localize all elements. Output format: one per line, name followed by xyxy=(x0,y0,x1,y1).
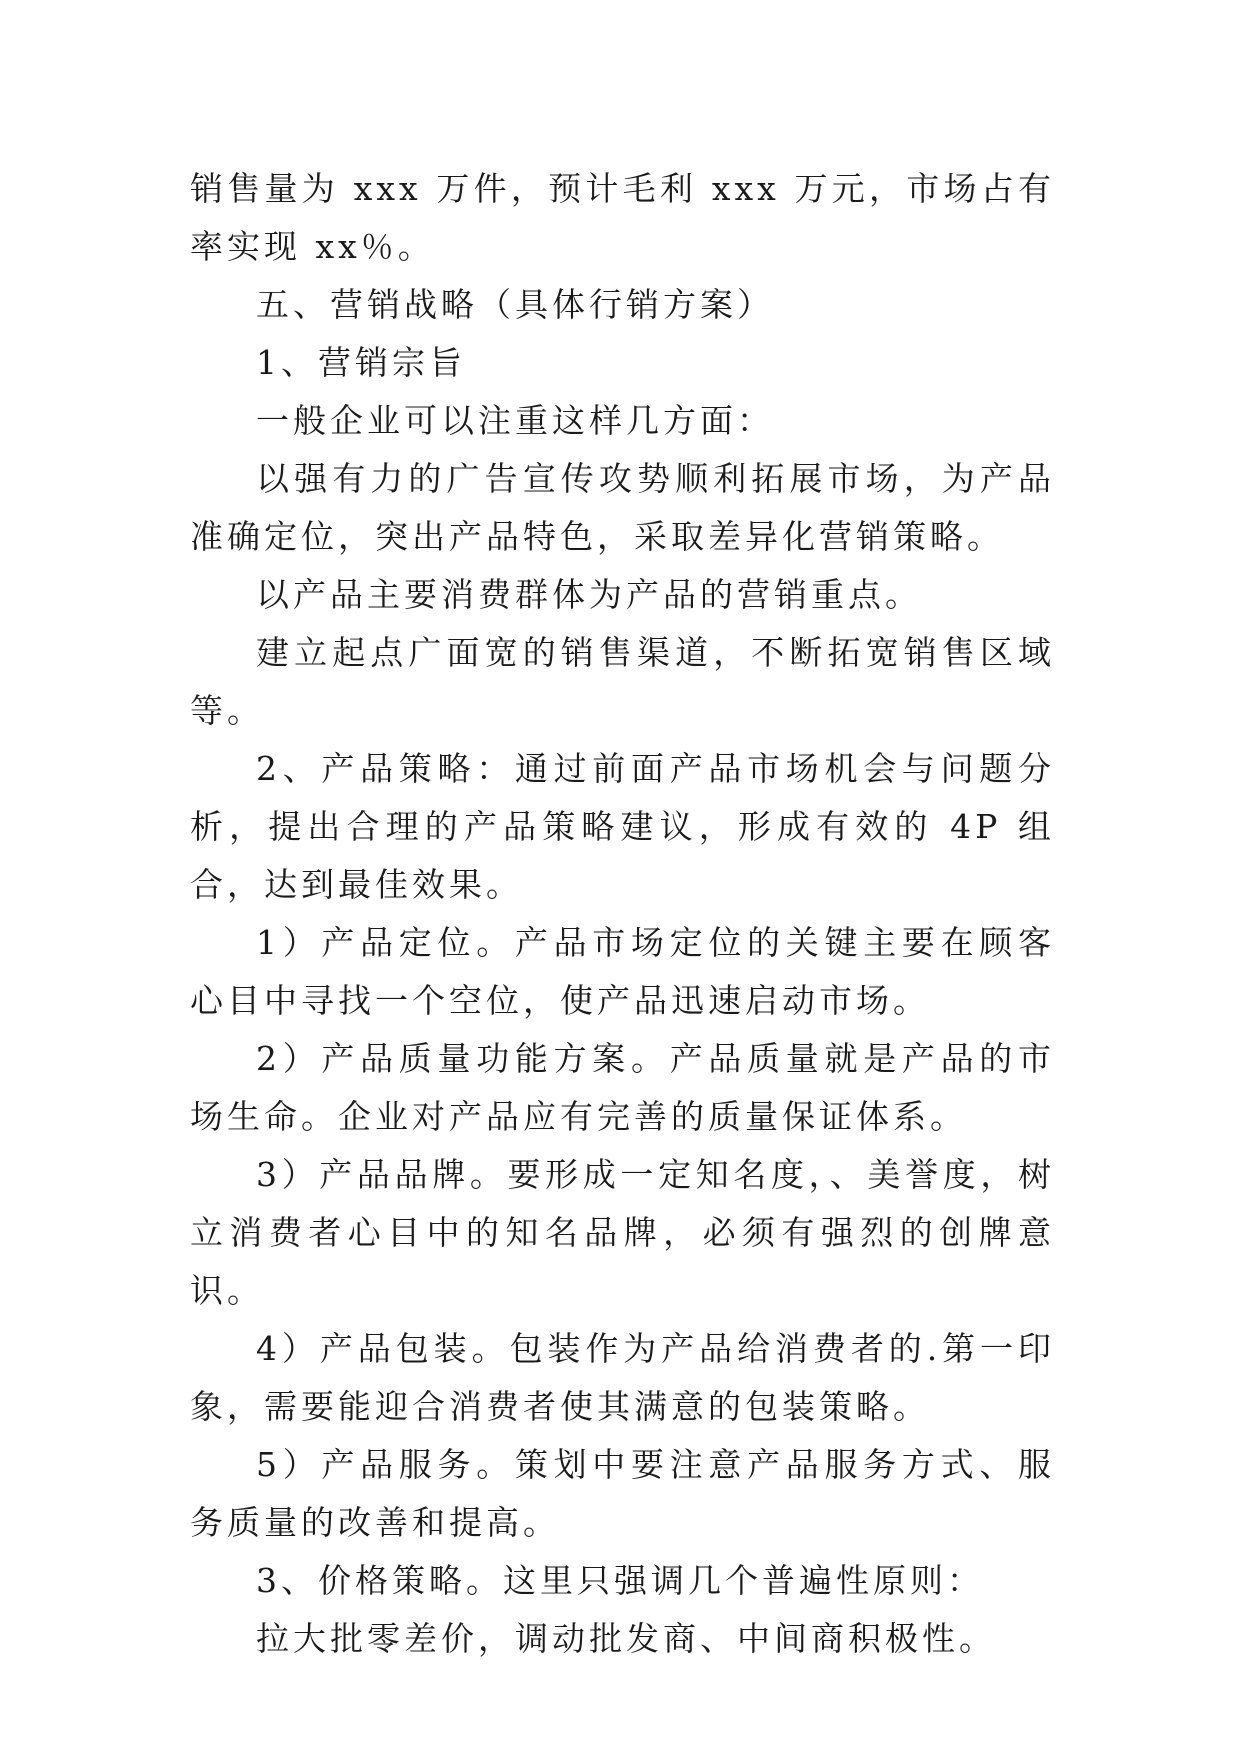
paragraph-target-group: 以产品主要消费群体为产品的营销重点。 xyxy=(256,575,922,614)
heading-marketing-strategy: 五、营销战略（具体行销方案） xyxy=(256,285,774,324)
paragraph-advertising: 以强有力的广告宣传攻势顺利拓展市场，为产品准确定位，突出产品特色，采取差异化营销策略。 xyxy=(190,459,1055,556)
list-item-brand: 3）产品品牌。要形成一定知名度，、美誉度，树立消费者心目中的知名品牌，必须有强烈的创牌意识。 xyxy=(190,1155,1055,1310)
paragraph-sales-forecast: 销售量为 xxx 万件，预计毛利 xxx 万元，市场占有率实现 xx％。 xyxy=(190,169,1055,266)
paragraph-sales-channels: 建立起点广面宽的销售渠道，不断拓宽销售区域等。 xyxy=(190,633,1055,730)
heading-product-strategy: 2、产品策略：通过前面产品市场机会与问题分析，提出合理的产品策略建议，形成有效的 4P 组合，达到最佳效果。 xyxy=(190,749,1055,904)
document-body xyxy=(190,160,1055,1668)
heading-marketing-purpose: 1、营销宗旨 xyxy=(256,343,466,382)
paragraph-price-spread: 拉大批零差价，调动批发商、中间商积极性。 xyxy=(256,1619,996,1658)
paragraph-intro: 一般企业可以注重这样几方面： xyxy=(256,401,774,440)
list-item-quality: 2）产品质量功能方案。产品质量就是产品的市场生命。企业对产品应有完善的质量保证体系。 xyxy=(190,1039,1055,1136)
list-item-positioning: 1）产品定位。产品市场定位的关键主要在顾客心目中寻找一个空位，使产品迅速启动市场。 xyxy=(190,923,1055,1020)
heading-price-strategy: 3、价格策略。这里只强调几个普遍性原则： xyxy=(256,1561,984,1600)
list-item-service: 5）产品服务。策划中要注意产品服务方式、服务质量的改善和提高。 xyxy=(190,1445,1055,1542)
list-item-packaging: 4）产品包装。包装作为产品给消费者的.第一印象，需要能迎合消费者使其满意的包装策略。 xyxy=(190,1329,1055,1426)
